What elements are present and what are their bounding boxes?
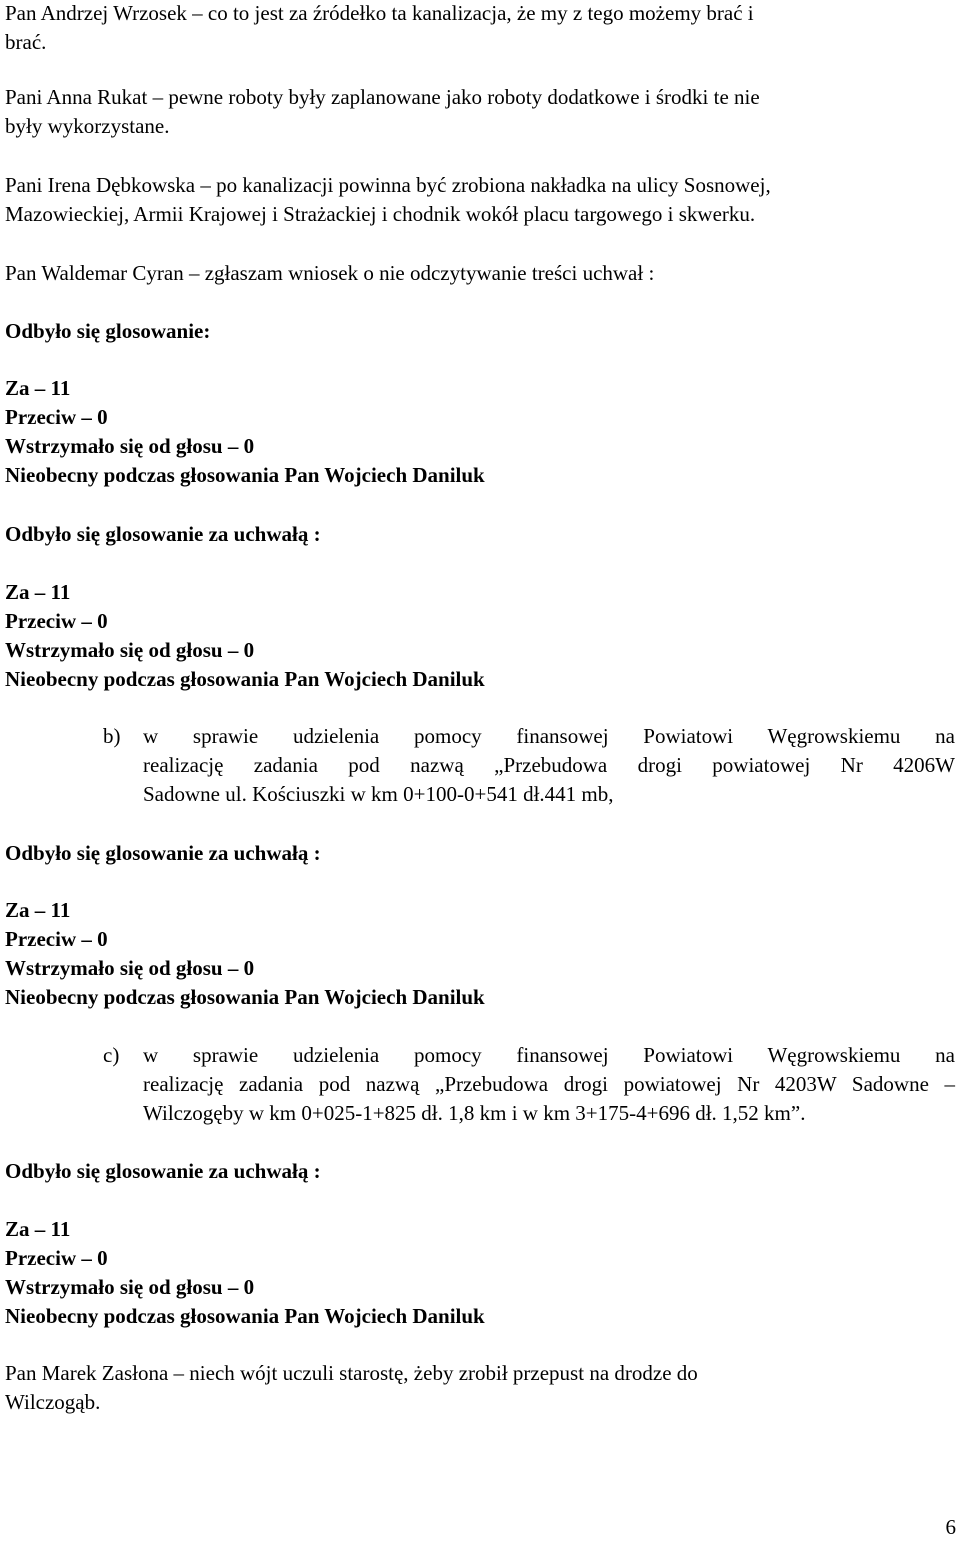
paragraph-line: Pan Andrzej Wrzosek – co to jest za źródełko ta kanalizacja, że my z tego możemy brać i <box>5 1 754 25</box>
vote-counts-3 <box>5 896 955 1012</box>
paragraph-line: były wykorzystane. <box>5 114 170 138</box>
vote-counts-2 <box>5 578 955 694</box>
vote-heading: Odbyło się glosowanie za uchwałą : <box>5 841 321 865</box>
paragraph-line: Pani Anna Rukat – pewne roboty były zaplanowane jako roboty dodatkowe i środki te nie <box>5 85 760 109</box>
vote-result-2 <box>5 520 955 549</box>
paragraph-line: Pan Waldemar Cyran – zgłaszam wniosek o nie odczytywanie treści uchwał : <box>5 261 655 285</box>
agenda-item-c <box>103 1041 955 1128</box>
item-line: realizację zadania pod nazwą „Przebudowa drogi powiatowej Nr 4206W <box>143 753 955 777</box>
paragraph-line: brać. <box>5 30 47 54</box>
paragraph-wrzosek <box>5 0 955 57</box>
vote-heading: Odbyło się glosowanie za uchwałą : <box>5 1159 321 1183</box>
vote-absent: Nieobecny podczas głosowania Pan Wojciech Daniluk <box>5 667 485 691</box>
vote-counts-4 <box>5 1215 955 1331</box>
paragraph-line: Pan Marek Zasłona – niech wójt uczuli starostę, żeby zrobił przepust na drodze do <box>5 1361 698 1385</box>
vote-against: Przeciw – 0 <box>5 927 108 951</box>
vote-heading: Odbyło się glosowanie: <box>5 319 211 343</box>
vote-result-1 <box>5 317 955 346</box>
paragraph-cyran <box>5 259 955 288</box>
vote-for: Za – 11 <box>5 898 71 922</box>
vote-abstained: Wstrzymało się od głosu – 0 <box>5 434 255 458</box>
vote-result-4 <box>5 1157 955 1186</box>
vote-against: Przeciw – 0 <box>5 609 108 633</box>
item-line: Sadowne ul. Kościuszki w km 0+100-0+541 dł.441 mb, <box>143 782 614 806</box>
vote-absent: Nieobecny podczas głosowania Pan Wojciech Daniluk <box>5 463 485 487</box>
vote-for: Za – 11 <box>5 376 71 400</box>
item-line: w sprawie udzielenia pomocy finansowej Powiatowi Węgrowskiemu na <box>143 724 955 748</box>
item-marker: b) <box>103 724 121 748</box>
paragraph-zaslona <box>5 1359 955 1417</box>
item-line: Wilczogęby w km 0+025-1+825 dł. 1,8 km i w km 3+175-4+696 dł. 1,52 km”. <box>143 1101 806 1125</box>
vote-absent: Nieobecny podczas głosowania Pan Wojciech Daniluk <box>5 985 485 1009</box>
vote-against: Przeciw – 0 <box>5 405 108 429</box>
vote-heading: Odbyło się glosowanie za uchwałą : <box>5 522 321 546</box>
vote-abstained: Wstrzymało się od głosu – 0 <box>5 638 255 662</box>
paragraph-line: Mazowieckiej, Armii Krajowej i Strażackiej i chodnik wokół placu targowego i skwerku. <box>5 202 756 226</box>
vote-absent: Nieobecny podczas głosowania Pan Wojciech Daniluk <box>5 1304 485 1328</box>
vote-abstained: Wstrzymało się od głosu – 0 <box>5 956 255 980</box>
item-line: realizację zadania pod nazwą „Przebudowa drogi powiatowej Nr 4203W Sadowne – <box>143 1072 955 1096</box>
paragraph-line: Wilczogąb. <box>5 1390 101 1414</box>
vote-counts-1 <box>5 374 955 490</box>
item-line: w sprawie udzielenia pomocy finansowej Powiatowi Węgrowskiemu na <box>143 1043 955 1067</box>
vote-for: Za – 11 <box>5 1217 71 1241</box>
paragraph-debkowska <box>5 171 955 229</box>
paragraph-line: Pani Irena Dębkowska – po kanalizacji powinna być zrobiona nakładka na ulicy Sosnowej, <box>5 173 771 197</box>
agenda-item-b <box>103 722 955 809</box>
page-number: 6 <box>945 1515 956 1539</box>
vote-for: Za – 11 <box>5 580 71 604</box>
paragraph-rukat <box>5 83 955 141</box>
vote-against: Przeciw – 0 <box>5 1246 108 1270</box>
vote-abstained: Wstrzymało się od głosu – 0 <box>5 1275 255 1299</box>
vote-result-3 <box>5 839 955 868</box>
item-marker: c) <box>103 1043 120 1067</box>
